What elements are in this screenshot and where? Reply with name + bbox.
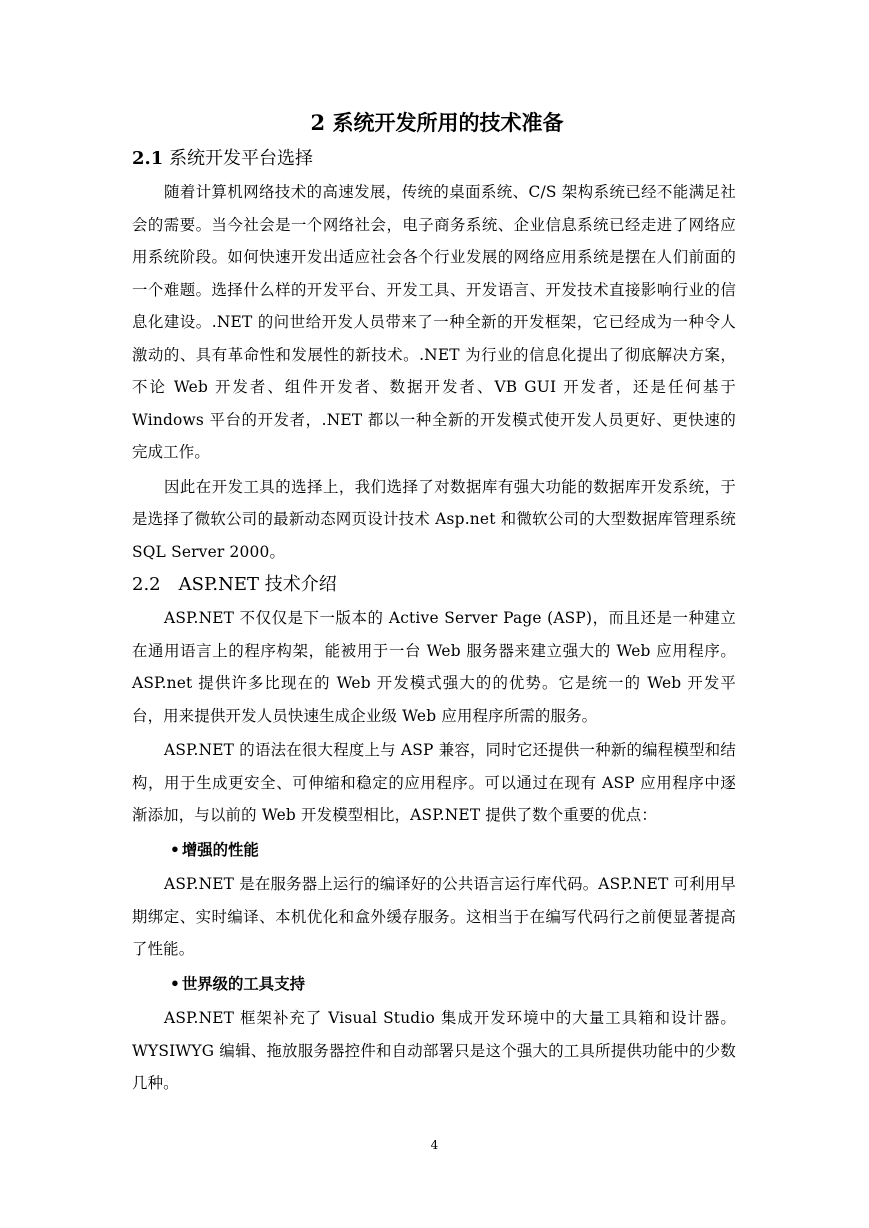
paragraph: 因此在开发工具的选择上，我们选择了对数据库有强大功能的数据库开发系统，于是选择了微软公司的最新动态网页设计技术 Asp.net 和微软公司的大型数据库管理系统 SQL Server 2000。 [132, 477, 736, 561]
paragraph: 随着计算机网络技术的高速发展，传统的桌面系统、C/S 架构系统已经不能满足社会的需要。当今社会是一个网络社会，电子商务系统、企业信息系统已经走进了网络应用系统阶段。如何快速开发出适应社会各个行业发展的网络应用系统是摆在人们前面的一个难题。选择什么样的开发平台、开发工具、开发语言、开发技术直接影响行业的信息化建设。.NET 的问世给开发人员带来了一种全新的开发框架，它已经成为一种令人激动的、具有革命性和发展性的新技术。.NET 为行业的信息化提出了彻底解决方案，不论 Web 开发者、组件开发者、数据开发者、VB GUI 开发者，还是任何基于 Windows 平台的开发者，.NET 都以一种全新的开发模式使开发人员更好、更快速的完成工作。 [132, 183, 736, 461]
paragraph: ASP.NET 的语法在很大程度上与 ASP 兼容，同时它还提供一种新的编程模型和结构，用于生成更安全、可伸缩和稳定的应用程序。可以通过在现有 ASP 应用程序中逐渐添加，与以前的 Web 开发模型相比，ASP.NET 提供了数个重要的优点： [132, 741, 736, 824]
bullet-label: 增强的性能 [181, 840, 259, 859]
section-heading-2-1 [132, 144, 736, 174]
page-number: 4 [430, 1138, 439, 1152]
paragraph: ASP.NET 是在服务器上运行的编译好的公共语言运行库代码。ASP.NET 可利用早期绑定、实时编译、本机优化和盒外缓存服务。这相当于在编写代码行之前便显著提高了性能。 [132, 875, 736, 958]
section-heading-2-2 [132, 570, 736, 600]
paragraph: ASP.NET 框架补充了 Visual Studio 集成开发环境中的大量工具箱和设计器。WYSIWYG 编辑、拖放服务器控件和自动部署只是这个强大的工具所提供功能中的少数几种。 [132, 1009, 736, 1092]
section-label: 系统开发平台选择 [169, 148, 314, 169]
bullet-icon: • [170, 840, 180, 859]
paragraph: ASP.NET 不仅仅是下一版本的 Active Server Page (ASP)，而且还是一种建立在通用语言上的程序构架，能被用于一台 Web 服务器来建立强大的 Web 应用程序。ASP.net 提供许多比现在的 Web 开发模式强大的的优势。它是统一的 Web 开发平台，用来提供开发人员快速生成企业级 Web 应用程序所需的服务。 [132, 609, 736, 725]
section-number: 2.1 [132, 148, 164, 169]
page-content [132, 106, 736, 1102]
chapter-title: 2 系统开发所用的技术准备 [310, 110, 564, 135]
bullet-heading-tools [132, 968, 736, 1001]
bullet-heading-performance [132, 834, 736, 867]
section-number: 2.2 [132, 574, 161, 595]
section-label: ASP.NET 技术介绍 [178, 574, 337, 595]
bullet-label: 世界级的工具支持 [181, 974, 305, 993]
bullet-icon: • [170, 974, 180, 993]
